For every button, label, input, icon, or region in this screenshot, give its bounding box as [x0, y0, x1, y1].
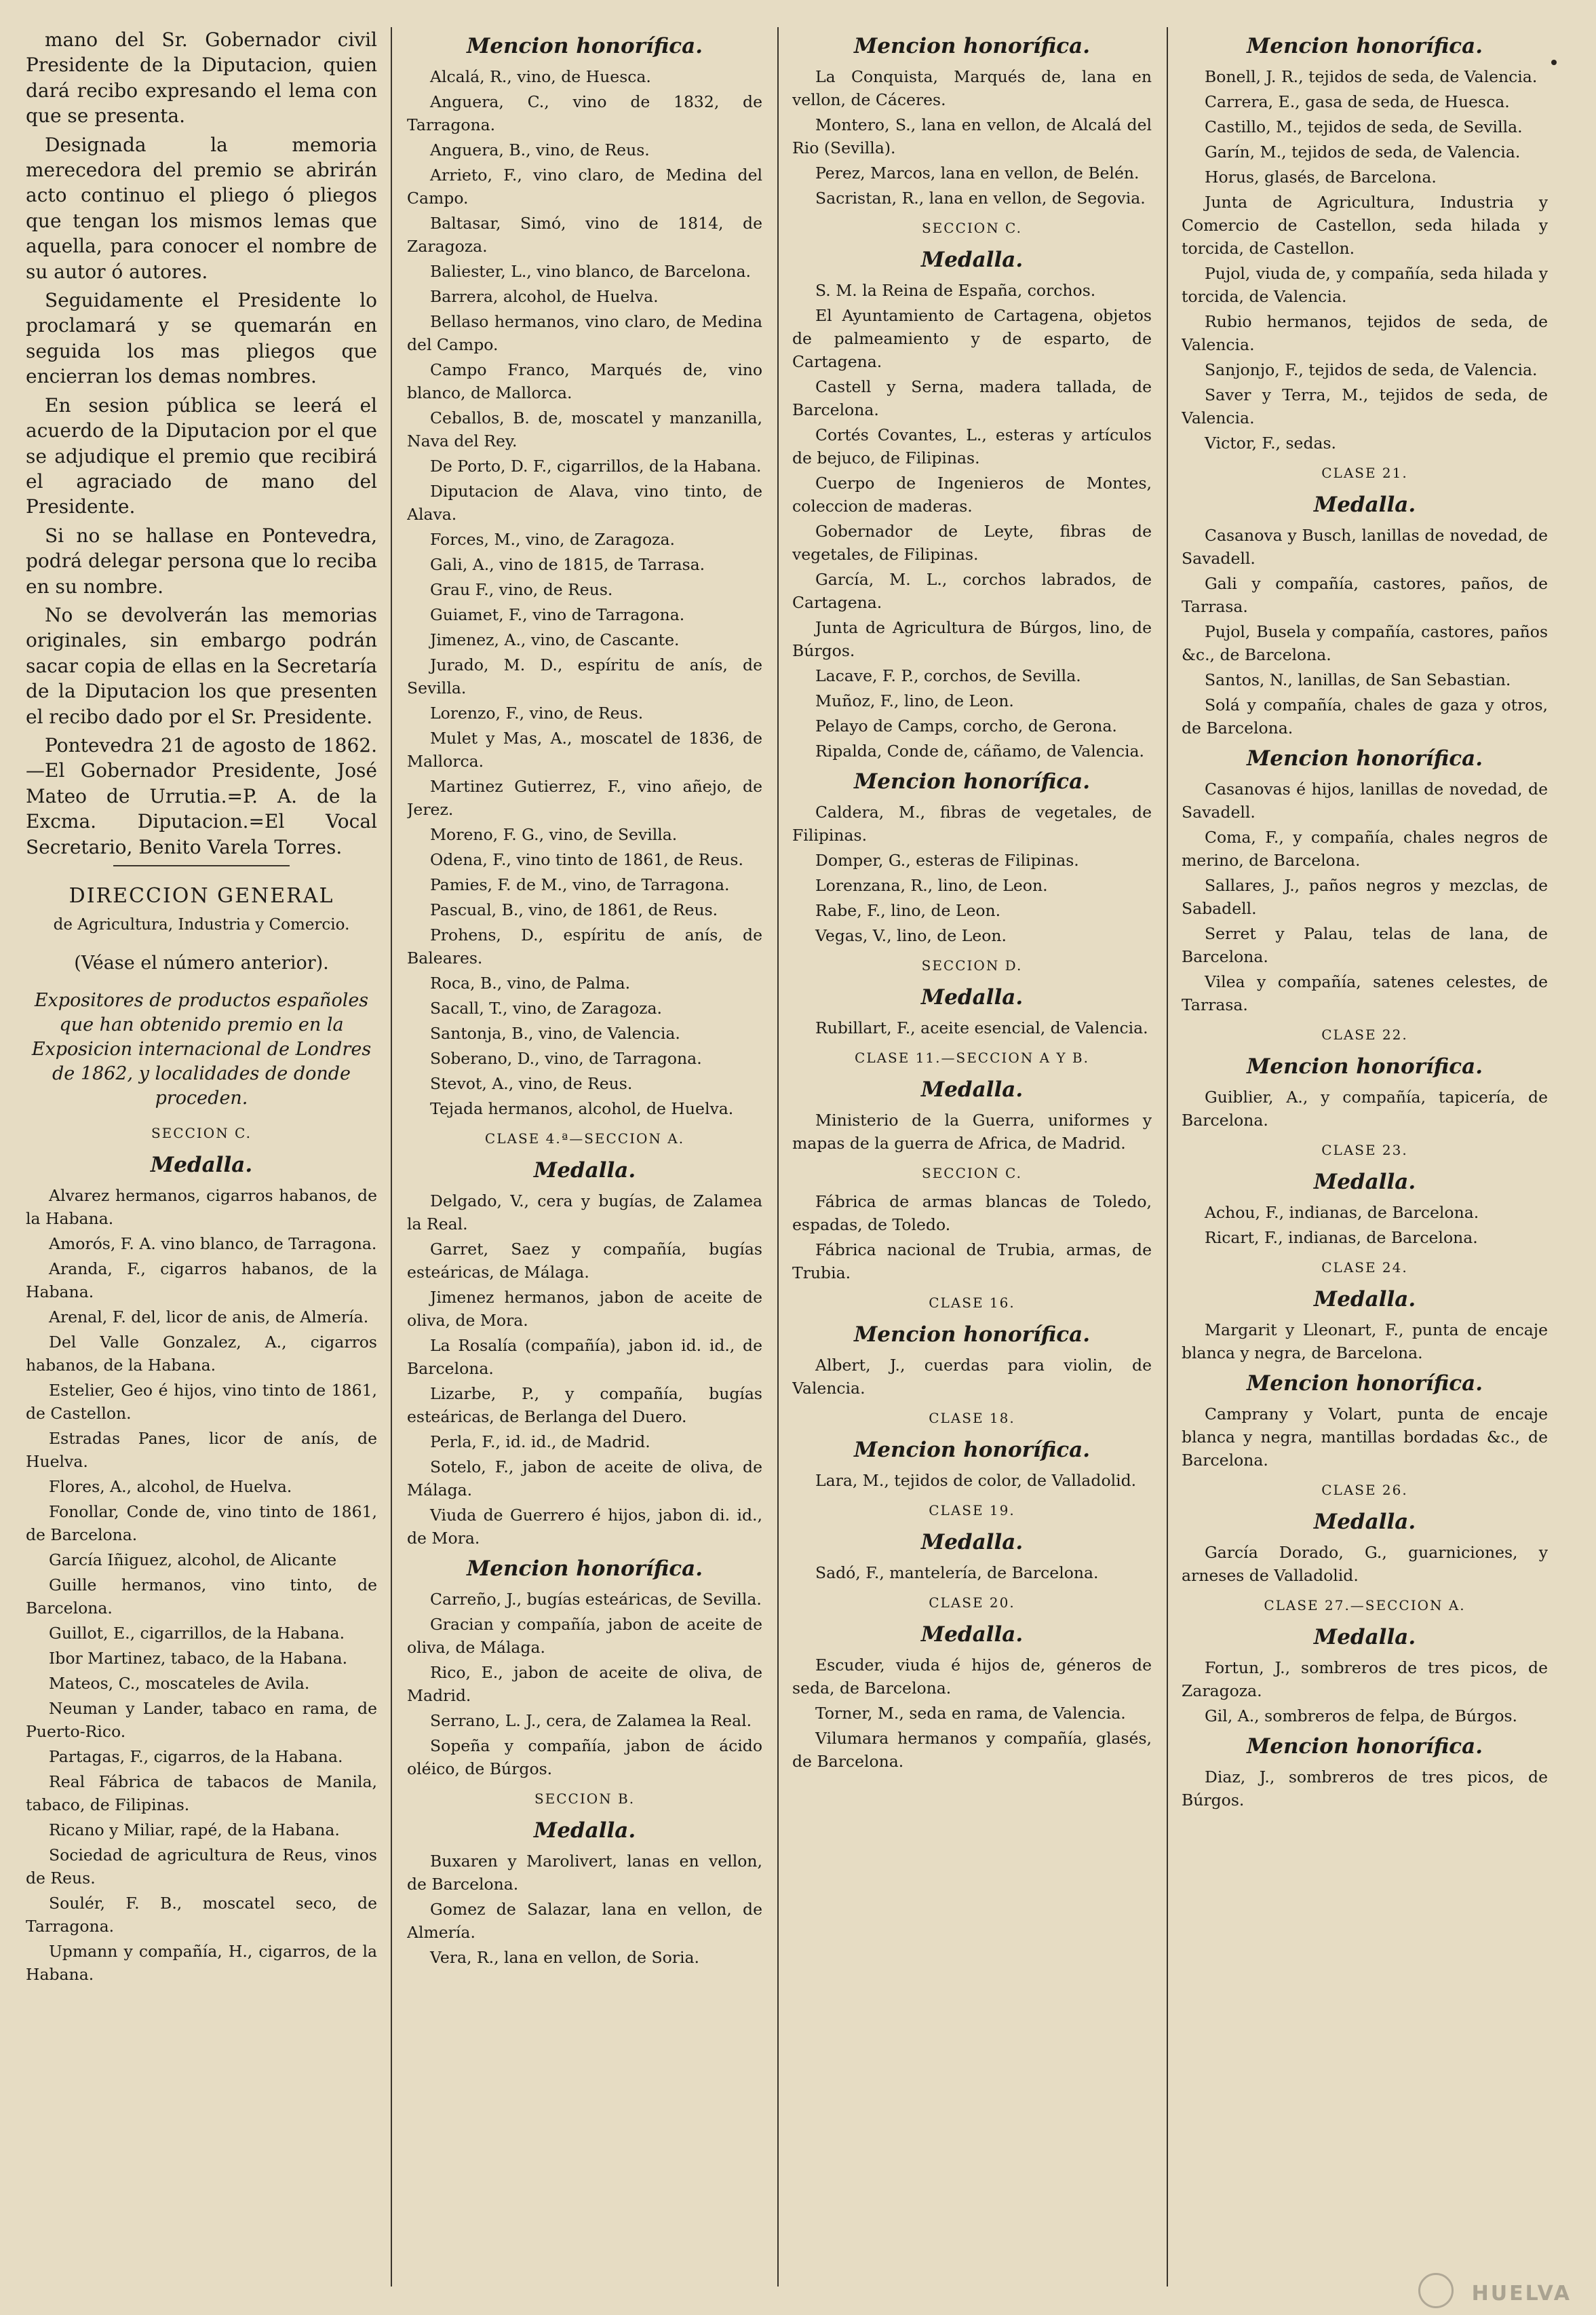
exhibitor-entry: Carreño, J., bugías esteáricas, de Sevilla. — [430, 1590, 762, 1609]
announcement-paragraph: mano del Sr. Gobernador civil Presidente de la Diputacion, quien dará recibo expresando el lema con que se presenta. — [26, 28, 377, 128]
exhibitor-entry: Fortun, J., sombreros de tres picos, de Zaragoza. — [1182, 1658, 1548, 1700]
award-heading: Mencion honorífica. — [853, 1438, 1091, 1462]
class-heading: SECCION B. — [534, 1791, 636, 1807]
exhibitor-entry: Sallares, J., paños negros y mezclas, de Sabadell. — [1182, 876, 1548, 918]
announcement-paragraph: Pontevedra 21 de agosto de 1862.—El Gobernador Presidente, José Mateo de Urrutia.=P. A. de la Excma. Diputacion.=El Vocal Secretario, Benito Varela Torres. — [26, 733, 377, 858]
exhibitor-entry: Rico, E., jabon de aceite de oliva, de Madrid. — [407, 1663, 762, 1705]
class-heading: CLASE 27.—SECCION A. — [1264, 1597, 1466, 1613]
class-heading: SECCION C. — [921, 1165, 1022, 1181]
exhibitor-entry: Jimenez, A., vino, de Cascante. — [430, 630, 680, 649]
exhibitor-entry: Caldera, M., fibras de vegetales, de Filipinas. — [792, 803, 1152, 845]
exhibitor-entry: S. M. la Reina de España, corchos. — [815, 281, 1096, 300]
award-heading: Medalla. — [920, 985, 1024, 1010]
column-2 — [407, 27, 762, 2307]
column-rule — [777, 27, 779, 2287]
exhibitor-entry: Horus, glasés, de Barcelona. — [1205, 168, 1437, 187]
class-heading: CLASE 4.ª—SECCION A. — [484, 1130, 685, 1147]
exhibitor-entry: Sacristan, R., lana en vellon, de Segovia. — [815, 189, 1146, 208]
exhibitor-entry: Jimenez hermanos, jabon de aceite de oliva, de Mora. — [407, 1288, 762, 1330]
exhibitor-entry: Soulér, F. B., moscatel seco, de Tarragona. — [26, 1894, 377, 1936]
exhibitor-entry: Torner, M., seda en rama, de Valencia. — [815, 1704, 1126, 1723]
exhibitor-entry: Anguera, B., vino, de Reus. — [430, 140, 650, 159]
exhibitor-entry: Real Fábrica de tabacos de Manila, tabaco, de Filipinas. — [26, 1772, 377, 1814]
award-heading: Mencion honorífica. — [1246, 746, 1483, 771]
exhibitor-entry: Muñoz, F., lino, de Leon. — [815, 691, 1014, 710]
exhibitor-entry: Perla, F., id. id., de Madrid. — [430, 1432, 650, 1451]
award-heading: Mencion honorífica. — [466, 1556, 703, 1581]
exhibitor-entry: Amorós, F. A. vino blanco, de Tarragona. — [49, 1234, 377, 1253]
exhibitor-entry: Escuder, viuda é hijos de, géneros de seda, de Barcelona. — [792, 1656, 1152, 1698]
exhibitor-entry: García Dorado, G., guarniciones, y arneses de Valladolid. — [1182, 1543, 1548, 1585]
exhibitor-entry: Rubio hermanos, tejidos de seda, de Valencia. — [1182, 312, 1548, 354]
exhibitor-entry: Martinez Gutierrez, F., vino añejo, de Jerez. — [407, 777, 762, 819]
exhibitor-entry: Arenal, F. del, licor de anis, de Almería. — [49, 1307, 369, 1326]
exhibitor-entry: Pujol, viuda de, y compañía, seda hilada y torcida, de Valencia. — [1182, 264, 1548, 306]
column-4 — [1182, 27, 1548, 2307]
exhibitor-entry: Lorenzo, F., vino, de Reus. — [430, 704, 644, 723]
exhibitor-entry: Achou, F., indianas, de Barcelona. — [1205, 1203, 1479, 1222]
class-heading: CLASE 11.—SECCION A Y B. — [855, 1050, 1089, 1066]
exhibitor-entry: Sanjonjo, F., tejidos de seda, de Valencia. — [1205, 360, 1538, 379]
exhibitor-entry: Sacall, T., vino, de Zaragoza. — [430, 999, 662, 1018]
award-heading: Medalla. — [1313, 1287, 1416, 1312]
exhibitor-entry: Baltasar, Simó, vino de 1814, de Zaragoza. — [407, 214, 762, 256]
exhibitor-entry: Albert, J., cuerdas para violin, de Valencia. — [792, 1356, 1152, 1398]
exhibitor-entry: La Conquista, Marqués de, lana en vellon, de Cáceres. — [792, 67, 1152, 109]
exhibitor-entry: Fonollar, Conde de, vino tinto de 1861, de Barcelona. — [26, 1502, 377, 1544]
exhibitor-entry: Gobernador de Leyte, fibras de vegetales, de Filipinas. — [792, 522, 1152, 564]
class-heading: CLASE 21. — [1321, 465, 1408, 481]
exhibitor-entry: Castell y Serna, madera tallada, de Barcelona. — [792, 377, 1152, 419]
exhibitor-entry: Casanova y Busch, lanillas de novedad, de Savadell. — [1182, 526, 1548, 568]
award-heading: Medalla. — [533, 1158, 636, 1183]
exhibitor-entry: Tejada hermanos, alcohol, de Huelva. — [430, 1099, 734, 1118]
exhibitor-entry: Pelayo de Camps, corcho, de Gerona. — [815, 716, 1117, 735]
exhibitor-entry: Del Valle Gonzalez, A., cigarros habanos, de la Habana. — [26, 1333, 377, 1375]
section-subtitle: de Agricultura, Industria y Comercio. — [53, 916, 350, 934]
exhibitor-entry: Gil, A., sombreros de felpa, de Búrgos. — [1205, 1706, 1518, 1725]
award-heading: Mencion honorífica. — [466, 34, 703, 58]
exhibitor-entry: Garín, M., tejidos de seda, de Valencia. — [1205, 142, 1521, 161]
column-rule — [391, 27, 392, 2287]
exhibitor-entry: Buxaren y Marolivert, lanas en vellon, de Barcelona. — [407, 1852, 762, 1894]
exhibitor-entry: Camprany y Volart, punta de encaje blanca y negra, mantillas bordadas &c., de Barcelona. — [1182, 1404, 1548, 1470]
exhibitor-entry: Rabe, F., lino, de Leon. — [815, 901, 1001, 920]
exhibitor-entry: Solá y compañía, chales de gaza y otros, de Barcelona. — [1182, 695, 1548, 738]
exhibitor-entry: Mulet y Mas, A., moscatel de 1836, de Mallorca. — [407, 729, 762, 771]
exhibitor-entry: Junta de Agricultura, Industria y Comercio de Castellon, seda hilada y torcida, de Castellon. — [1182, 193, 1548, 258]
exhibitor-entry: Guiamet, F., vino de Tarragona. — [430, 605, 685, 624]
exhibitor-entry: Garret, Saez y compañía, bugías esteáricas, de Málaga. — [407, 1240, 762, 1282]
exhibitor-entry: Junta de Agricultura de Búrgos, lino, de Búrgos. — [792, 618, 1152, 660]
announcement-paragraph: En sesion pública se leerá el acuerdo de la Diputacion por el que se adjudique el premio que recibirá el agraciado de mano del Presidente. — [26, 394, 377, 518]
exhibitor-entry: Vegas, V., lino, de Leon. — [815, 926, 1007, 945]
exhibitor-entry: Lorenzana, R., lino, de Leon. — [815, 876, 1048, 895]
exhibitor-entry: Castillo, M., tejidos de seda, de Sevilla. — [1205, 117, 1523, 136]
exhibitor-entry: Pascual, B., vino, de 1861, de Reus. — [430, 900, 718, 919]
award-heading: Medalla. — [920, 1530, 1024, 1554]
exhibitor-entry: Coma, F., y compañía, chales negros de merino, de Barcelona. — [1182, 828, 1548, 870]
class-heading: CLASE 20. — [929, 1594, 1015, 1611]
exhibitor-entry: Estelier, Geo é hijos, vino tinto de 1861, de Castellon. — [26, 1381, 377, 1423]
ink-dot — [1551, 60, 1557, 65]
exhibitor-entry: Viuda de Guerrero é hijos, jabon di. id., de Mora. — [407, 1506, 762, 1548]
section-title: DIRECCION GENERAL — [69, 884, 334, 908]
exhibitor-entry: Soberano, D., vino, de Tarragona. — [430, 1049, 702, 1068]
announcement-paragraph: Designada la memoria merecedora del premio se abrirán acto continuo el pliego ó pliegos que tengan los mismos lemas que aquella, para conocer el nombre de su autor ó autores. — [26, 133, 377, 283]
exhibitor-entry: Sotelo, F., jabon de aceite de oliva, de Málaga. — [407, 1457, 762, 1499]
column-rule — [1167, 27, 1168, 2287]
award-heading: Medalla. — [533, 1818, 636, 1843]
announcement-paragraph: Seguidamente el Presidente lo proclamará y se quemarán en seguida los mas pliegos que encierran los demas nombres. — [26, 289, 377, 388]
exhibitor-entry: Odena, F., vino tinto de 1861, de Reus. — [430, 850, 743, 869]
award-heading: Mencion honorífica. — [853, 769, 1091, 794]
exhibitor-entry: Pamies, F. de M., vino, de Tarragona. — [430, 875, 730, 894]
exhibitor-entry: Montero, S., lana en vellon, de Alcalá del Rio (Sevilla). — [792, 115, 1152, 157]
column-1 — [26, 27, 377, 2307]
exhibitor-entry: Gomez de Salazar, lana en vellon, de Almería. — [407, 1900, 762, 1942]
exhibitor-entry: Sopeña y compañía, jabon de ácido oléico, de Búrgos. — [407, 1736, 762, 1778]
archive-watermark: HUELVA — [1471, 2282, 1572, 2306]
class-heading: CLASE 24. — [1321, 1259, 1408, 1276]
exhibitor-entry: Sadó, F., mantelería, de Barcelona. — [815, 1563, 1099, 1582]
exhibitor-entry: Flores, A., alcohol, de Huelva. — [49, 1477, 292, 1496]
exhibitor-entry: García, M. L., corchos labrados, de Cartagena. — [792, 570, 1152, 612]
exhibitor-entry: Mateos, C., moscateles de Avila. — [49, 1674, 310, 1693]
class-heading: CLASE 19. — [929, 1502, 1015, 1518]
section-divider — [113, 865, 290, 866]
exhibitor-entry: Moreno, F. G., vino, de Sevilla. — [430, 825, 678, 844]
exhibitor-entry: Fábrica de armas blancas de Toledo, espadas, de Toledo. — [792, 1192, 1152, 1234]
exhibitor-entry: Stevot, A., vino, de Reus. — [430, 1074, 633, 1093]
exhibitor-entry: Santos, N., lanillas, de San Sebastian. — [1205, 670, 1511, 689]
class-heading: CLASE 16. — [929, 1295, 1015, 1311]
award-heading: Medalla. — [1313, 493, 1416, 517]
award-heading: Medalla. — [920, 248, 1024, 272]
exhibitor-entry: Diputacion de Alava, vino tinto, de Alava. — [407, 482, 762, 524]
exhibitor-entry: Domper, G., esteras de Filipinas. — [815, 851, 1079, 870]
exhibitor-entry: Lara, M., tejidos de color, de Valladolid. — [815, 1471, 1137, 1490]
exhibitor-entry: Guiblier, A., y compañía, tapicería, de Barcelona. — [1182, 1088, 1548, 1130]
exhibitor-entry: Ibor Martinez, tabaco, de la Habana. — [49, 1649, 348, 1668]
exhibitor-entry: Serrano, L. J., cera, de Zalamea la Real. — [430, 1711, 752, 1730]
award-heading: Medalla. — [1313, 1170, 1416, 1194]
exhibitor-entry: Anguera, C., vino de 1832, de Tarragona. — [407, 92, 762, 134]
exhibitor-entry: Alvarez hermanos, cigarros habanos, de la Habana. — [26, 1186, 377, 1228]
exhibitor-entry: Gali y compañía, castores, paños, de Tarrasa. — [1182, 574, 1548, 616]
exhibitor-entry: Arrieto, F., vino claro, de Medina del Campo. — [407, 166, 762, 208]
award-heading: Medalla. — [920, 1077, 1024, 1102]
award-heading: Mencion honorífica. — [853, 1322, 1091, 1347]
exhibitor-entry: Fábrica nacional de Trubia, armas, de Trubia. — [792, 1240, 1152, 1282]
exhibitor-entry: Vera, R., lana en vellon, de Soria. — [430, 1948, 699, 1967]
exhibitor-entry: Ricano y Miliar, rapé, de la Habana. — [49, 1820, 340, 1839]
section-intro: Expositores de productos españoles que han obtenido premio en la Exposicion internacional de Londres de 1862, y localidades de donde proceden. — [31, 990, 372, 1109]
class-heading: SECCION C. — [151, 1125, 252, 1141]
exhibitor-entry: Guillot, E., cigarrillos, de la Habana. — [49, 1624, 345, 1643]
exhibitor-entry: Neuman y Lander, tabaco en rama, de Puerto-Rico. — [26, 1699, 377, 1741]
exhibitor-entry: Diaz, J., sombreros de tres picos, de Búrgos. — [1182, 1767, 1548, 1810]
exhibitor-entry: Aranda, F., cigarros habanos, de la Habana. — [26, 1259, 377, 1301]
exhibitor-entry: Upmann y compañía, H., cigarros, de la Habana. — [26, 1942, 377, 1984]
exhibitor-entry: Bonell, J. R., tejidos de seda, de Valencia. — [1205, 67, 1538, 86]
announcement-paragraph: No se devolverán las memorias originales, sin embargo podrán sacar copia de ellas en la Secretaría de la Diputacion los que presenten el recibo dado por el Sr. Presidente. — [26, 603, 377, 728]
award-heading: Mencion honorífica. — [1246, 1371, 1483, 1396]
exhibitor-entry: Pujol, Busela y compañía, castores, paños &c., de Barcelona. — [1182, 622, 1548, 664]
award-heading: Mencion honorífica. — [1246, 1054, 1483, 1079]
exhibitor-entry: De Porto, D. F., cigarrillos, de la Habana. — [430, 457, 762, 476]
exhibitor-entry: García Iñiguez, alcohol, de Alicante — [49, 1550, 337, 1569]
exhibitor-entry: Carrera, E., gasa de seda, de Huesca. — [1205, 92, 1510, 111]
exhibitor-entry: Santonja, B., vino, de Valencia. — [430, 1024, 680, 1043]
exhibitor-entry: Delgado, V., cera y bugías, de Zalamea la Real. — [407, 1191, 762, 1233]
exhibitor-entry: Rubillart, F., aceite esencial, de Valencia. — [815, 1018, 1148, 1037]
exhibitor-entry: La Rosalía (compañía), jabon id. id., de Barcelona. — [407, 1336, 762, 1378]
class-heading: SECCION C. — [921, 220, 1022, 236]
exhibitor-entry: Perez, Marcos, lana en vellon, de Belén. — [815, 164, 1140, 183]
exhibitor-entry: Serret y Palau, telas de lana, de Barcelona. — [1182, 924, 1548, 966]
exhibitor-entry: Ministerio de la Guerra, uniformes y mapas de la guerra de Africa, de Madrid. — [792, 1111, 1152, 1153]
exhibitor-entry: Guille hermanos, vino tinto, de Barcelona. — [26, 1575, 377, 1618]
column-3 — [792, 27, 1152, 2307]
exhibitor-entry: Alcalá, R., vino, de Huesca. — [430, 67, 651, 86]
archive-seal-icon — [1418, 2273, 1454, 2308]
exhibitor-entry: Saver y Terra, M., tejidos de seda, de Valencia. — [1182, 385, 1548, 427]
exhibitor-entry: Baliester, L., vino blanco, de Barcelona. — [430, 262, 752, 281]
class-heading: CLASE 23. — [1321, 1142, 1408, 1158]
exhibitor-entry: Estradas Panes, licor de anís, de Huelva. — [26, 1429, 377, 1471]
exhibitor-entry: Prohens, D., espíritu de anís, de Baleares. — [407, 925, 762, 968]
exhibitor-entry: Roca, B., vino, de Palma. — [430, 974, 631, 993]
exhibitor-entry: Cuerpo de Ingenieros de Montes, coleccion de maderas. — [792, 474, 1152, 516]
exhibitor-entry: Partagas, F., cigarros, de la Habana. — [49, 1747, 343, 1766]
exhibitor-entry: Casanovas é hijos, lanillas de novedad, de Savadell. — [1182, 780, 1548, 822]
award-heading: Medalla. — [150, 1153, 253, 1177]
exhibitor-entry: Vilea y compañía, satenes celestes, de Tarrasa. — [1182, 972, 1548, 1014]
class-heading: SECCION D. — [921, 957, 1023, 974]
award-heading: Medalla. — [920, 1622, 1024, 1647]
exhibitor-entry: Ceballos, B. de, moscatel y manzanilla, Nava del Rey. — [407, 408, 762, 451]
exhibitor-entry: Vilumara hermanos y compañía, glasés, de Barcelona. — [792, 1729, 1152, 1771]
award-heading: Mencion honorífica. — [1246, 1734, 1483, 1759]
exhibitor-entry: Sociedad de agricultura de Reus, vinos de Reus. — [26, 1845, 377, 1888]
exhibitor-entry: Victor, F., sedas. — [1205, 434, 1337, 453]
exhibitor-entry: Barrera, alcohol, de Huelva. — [430, 287, 659, 306]
exhibitor-entry: Gali, A., vino de 1815, de Tarrasa. — [430, 555, 705, 574]
exhibitor-entry: Jurado, M. D., espíritu de anís, de Sevilla. — [407, 655, 762, 697]
class-heading: CLASE 22. — [1321, 1027, 1408, 1043]
award-heading: Medalla. — [1313, 1625, 1416, 1649]
exhibitor-entry: Cortés Covantes, L., esteras y artículos de bejuco, de Filipinas. — [792, 425, 1152, 467]
announcement-paragraph: Si no se hallase en Pontevedra, podrá delegar persona que lo reciba en su nombre. — [26, 524, 377, 598]
exhibitor-entry: Margarit y Lleonart, F., punta de encaje blanca y negra, de Barcelona. — [1182, 1320, 1548, 1362]
exhibitor-entry: Lacave, F. P., corchos, de Sevilla. — [815, 666, 1081, 685]
award-heading: Mencion honorífica. — [853, 34, 1091, 58]
exhibitor-entry: Bellaso hermanos, vino claro, de Medina del Campo. — [407, 312, 762, 354]
exhibitor-entry: El Ayuntamiento de Cartagena, objetos de palmeamiento y de esparto, de Cartagena. — [792, 306, 1152, 371]
section-note: (Véase el número anterior). — [74, 953, 329, 974]
class-heading: CLASE 26. — [1321, 1482, 1408, 1498]
exhibitor-entry: Gracian y compañía, jabon de aceite de oliva, de Málaga. — [407, 1615, 762, 1657]
exhibitor-entry: Ricart, F., indianas, de Barcelona. — [1205, 1228, 1478, 1247]
award-heading: Mencion honorífica. — [1246, 34, 1483, 58]
exhibitor-entry: Ripalda, Conde de, cáñamo, de Valencia. — [815, 742, 1144, 761]
award-heading: Medalla. — [1313, 1510, 1416, 1534]
exhibitor-entry: Grau F., vino, de Reus. — [430, 580, 613, 599]
exhibitor-entry: Forces, M., vino, de Zaragoza. — [430, 530, 676, 549]
exhibitor-entry: Campo Franco, Marqués de, vino blanco, de Mallorca. — [407, 360, 762, 402]
exhibitor-entry: Lizarbe, P., y compañía, bugías esteáricas, de Berlanga del Duero. — [407, 1384, 762, 1426]
class-heading: CLASE 18. — [929, 1410, 1015, 1426]
